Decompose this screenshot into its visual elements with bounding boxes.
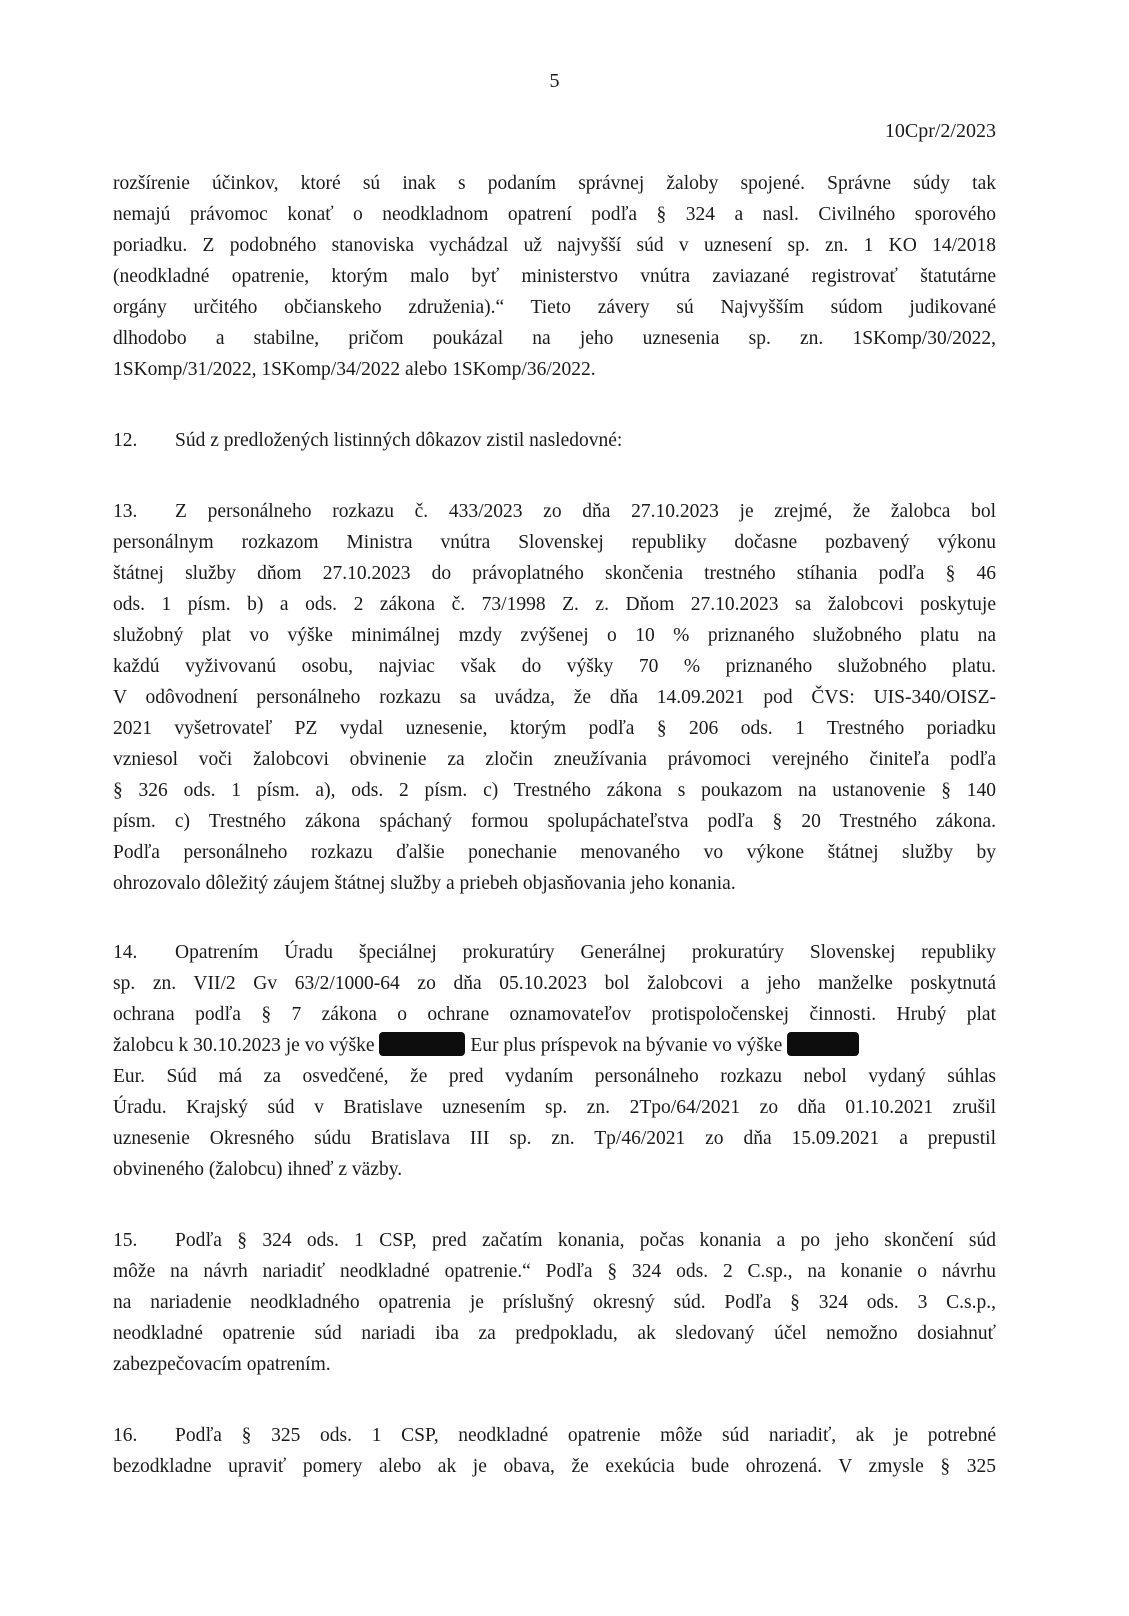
paragraph-continuation <box>113 168 996 385</box>
redaction-block-salary <box>379 1032 465 1056</box>
text-line: orgány určitého občianskeho združenia).“ Tieto závery sú Najvyšším súdom judikované <box>113 297 996 318</box>
document-body <box>113 168 996 1482</box>
text-line: ohrozovalo dôležitý záujem štátnej služby a priebeh objasňovania jeho konania. <box>113 873 736 894</box>
paragraph-text: Podľa § 324 ods. 1 CSP, pred začatím konania, počas konania a po jeho skončení súd <box>175 1230 996 1251</box>
text-line: (neodkladné opatrenie, ktorým malo byť ministerstvo vnútra zaviazané registrovať štatutárne <box>113 266 996 287</box>
text-line: 1SKomp/31/2022, 1SKomp/34/2022 alebo 1SKomp/36/2022. <box>113 359 596 380</box>
paragraph-number: 12. <box>113 430 138 451</box>
text-line: sp. zn. VII/2 Gv 63/2/1000-64 zo dňa 05.10.2023 bol žalobcovi a jeho manželke poskytnutá <box>113 973 996 994</box>
text-line: 2021 vyšetrovateľ PZ vydal uznesenie, ktorým podľa § 206 ods. 1 Trestného poriadku <box>113 718 996 739</box>
text-line: Eur. Súd má za osvedčené, že pred vydaním personálneho rozkazu nebol vydaný súhlas <box>113 1066 996 1087</box>
paragraph-15 <box>113 1225 996 1380</box>
text-line: štátnej služby dňom 27.10.2023 do právoplatného skončenia trestného stíhania podľa § 46 <box>113 563 996 584</box>
text-line: Podľa personálneho rozkazu ďalšie ponechanie menovaného vo výkone štátnej služby by <box>113 842 996 863</box>
paragraph-text: Podľa § 325 ods. 1 CSP, neodkladné opatrenie môže súd nariadiť, ak je potrebné <box>175 1425 996 1446</box>
text-line: obvineného (žalobcu) ihneď z väzby. <box>113 1159 403 1180</box>
text-line: Úradu. Krajský súd v Bratislave uznesením sp. zn. 2Tpo/64/2021 zo dňa 01.10.2021 zrušil <box>113 1097 996 1118</box>
paragraph-number: 16. <box>113 1425 138 1446</box>
paragraph-13 <box>113 496 996 899</box>
text-line: nemajú právomoc konať o neodkladnom opatrení podľa § 324 a nasl. Civilného sporového <box>113 204 996 225</box>
text-line: bezodkladne upraviť pomery alebo ak je obava, že exekúcia bude ohrozená. V zmysle § 325 <box>113 1456 996 1477</box>
paragraph-number: 14. <box>113 942 138 963</box>
text-line: zabezpečovacím opatrením. <box>113 1354 331 1375</box>
redacted-line-before: žalobcu k 30.10.2023 je vo výške <box>113 1035 375 1056</box>
file-reference: 10Cpr/2/2023 <box>884 120 996 142</box>
paragraph-14 <box>113 937 996 1185</box>
text-line <box>113 937 996 968</box>
text-line: každú vyživovanú osobu, najviac však do výšky 70 % priznaného služobného platu. <box>113 656 996 677</box>
text-line <box>113 1225 996 1256</box>
paragraph-text: Z personálneho rozkazu č. 433/2023 zo dňa 27.10.2023 je zrejmé, že žalobca bol <box>175 501 996 522</box>
text-line: uznesenie Okresného súdu Bratislava III sp. zn. Tp/46/2021 zo dňa 15.09.2021 a prepustil <box>113 1128 996 1149</box>
text-line: písm. c) Trestného zákona spáchaný formou spolupáchateľstva podľa § 20 Trestného zákona. <box>113 811 996 832</box>
text-line-redacted <box>113 1030 996 1061</box>
text-line: vzniesol voči žalobcovi obvinenie za zločin zneužívania právomoci verejného činiteľa podľa <box>113 749 996 770</box>
text-line: môže na návrh nariadiť neodkladné opatrenie.“ Podľa § 324 ods. 2 C.sp., na konanie o návrhu <box>113 1261 996 1282</box>
text-line: personálnym rozkazom Ministra vnútra Slovenskej republiky dočasne pozbavený výkonu <box>113 532 996 553</box>
text-line <box>113 496 996 527</box>
paragraph-number: 15. <box>113 1230 138 1251</box>
text-line: V odôvodnení personálneho rozkazu sa uvádza, že dňa 14.09.2021 pod ČVS: UIS-340/OISZ- <box>113 687 996 708</box>
redaction-block-housing <box>787 1032 859 1056</box>
text-line <box>113 1420 996 1451</box>
text-line <box>113 425 996 456</box>
text-line: na nariadenie neodkladného opatrenia je príslušný okresný súd. Podľa § 324 ods. 3 C.s.p., <box>113 1292 996 1313</box>
text-line: ochrana podľa § 7 zákona o ochrane oznamovateľov protispoločenskej činnosti. Hrubý plat <box>113 1004 996 1025</box>
text-line: § 326 ods. 1 písm. a), ods. 2 písm. c) Trestného zákona s poukazom na ustanovenie § 140 <box>113 780 996 801</box>
paragraph-text: Súd z predložených listinných dôkazov zistil nasledovné: <box>175 430 623 451</box>
text-line: poriadku. Z podobného stanoviska vychádzal už najvyšší súd v uznesení sp. zn. 1 KO 14/2018 <box>113 235 996 256</box>
text-line: služobný plat vo výške minimálnej mzdy zvýšenej o 10 % priznaného služobného platu na <box>113 625 996 646</box>
paragraph-16 <box>113 1420 996 1482</box>
text-line: neodkladné opatrenie súd nariadi iba za predpokladu, ak sledovaný účel nemožno dosiahnuť <box>113 1323 996 1344</box>
redacted-line-middle: Eur plus príspevok na bývanie vo výške <box>470 1035 783 1056</box>
paragraph-12 <box>113 425 996 456</box>
text-line: rozšírenie účinkov, ktoré sú inak s podaním správnej žaloby spojené. Správne súdy tak <box>113 173 996 194</box>
paragraph-text: Opatrením Úradu špeciálnej prokuratúry Generálnej prokuratúry Slovenskej republiky <box>175 942 996 963</box>
paragraph-number: 13. <box>113 501 138 522</box>
text-line: dlhodobo a stabilne, pričom poukázal na jeho uznesenia sp. zn. 1SKomp/30/2022, <box>113 328 996 349</box>
text-line: ods. 1 písm. b) a ods. 2 zákona č. 73/1998 Z. z. Dňom 27.10.2023 sa žalobcovi poskytuje <box>113 594 996 615</box>
page-number: 5 <box>549 70 560 92</box>
